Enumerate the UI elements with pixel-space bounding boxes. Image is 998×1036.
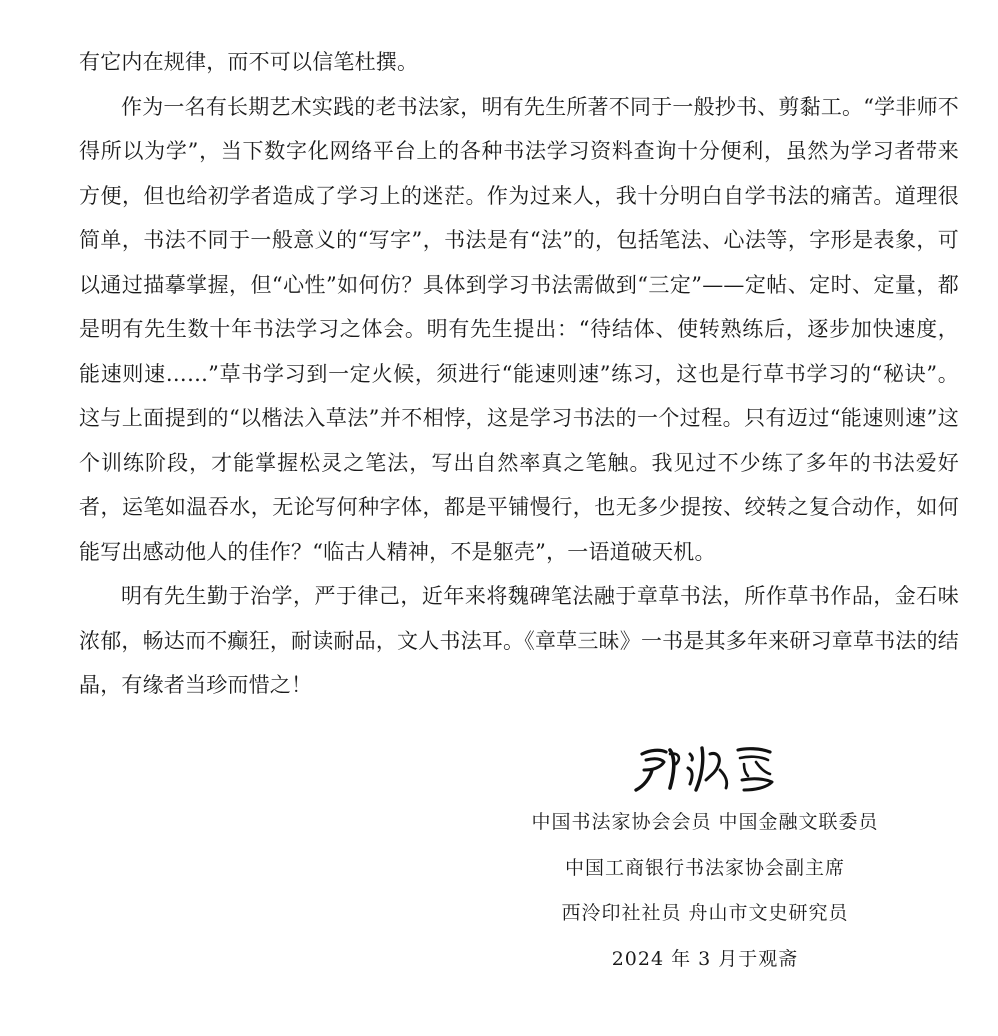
document-body bbox=[79, 40, 959, 708]
paragraph-closing: 明有先生勤于治学，严于律己，近年来将魏碑笔法融于章草书法，所作草书作品，金石味浓郁，畅达而不癫狂，耐读耐品，文人书法耳。《章草三昧》一书是其多年来研习章草书法的结晶，有缘者当珍而惜之！ bbox=[79, 584, 959, 697]
handwritten-signature bbox=[630, 740, 780, 796]
signature-date: 2024 年 3 月于观斋 bbox=[611, 947, 799, 970]
paragraph-continuation: 有它内在规律，而不可以信笔杜撰。 bbox=[79, 50, 419, 74]
paragraph-main: 作为一名有长期艺术实践的老书法家，明有先生所著不同于一般抄书、剪黏工。“学非师不得所以为学”，当下数字化网络平台上的各种书法学习资料查询十分便利，虽然为学习者带来方便，但也给初学者造成了学习上的迷茫。作为过来人，我十分明白自学书法的痛苦。道理很简单，书法不同于一般意义的“写字”，书法是有“法”的，包括笔法、心法等，字形是表象，可以通过描摹掌握，但“心性”如何仿？具体到学习书法需做到“三定”——定帖、定时、定量，都是明有先生数十年书法学习之体会。明有先生提出：“待结体、使转熟练后，逐步加快速度，能速则速……”草书学习到一定火候，须进行“能速则速”练习，这也是行草书学习的“秘诀”。这与上面提到的“以楷法入草法”并不相悖，这是学习书法的一个过程。只有迈过“能速则速”这个训练阶段，才能掌握松灵之笔法，写出自然率真之笔触。我见过不少练了多年的书法爱好者，运笔如温吞水，无论写何种字体，都是平铺慢行，也无多少提按、绞转之复合动作，如何能写出感动他人的佳作？“临古人精神，不是躯壳”，一语道破天机。 bbox=[79, 94, 959, 564]
signature-title-line: 中国工商银行书法家协会副主席 bbox=[564, 856, 845, 879]
signature-block bbox=[460, 740, 950, 982]
signature-title-line: 西泠印社社员 舟山市文史研究员 bbox=[561, 902, 849, 924]
signature-title-line: 中国书法家协会会员 中国金融文联委员 bbox=[531, 811, 879, 833]
